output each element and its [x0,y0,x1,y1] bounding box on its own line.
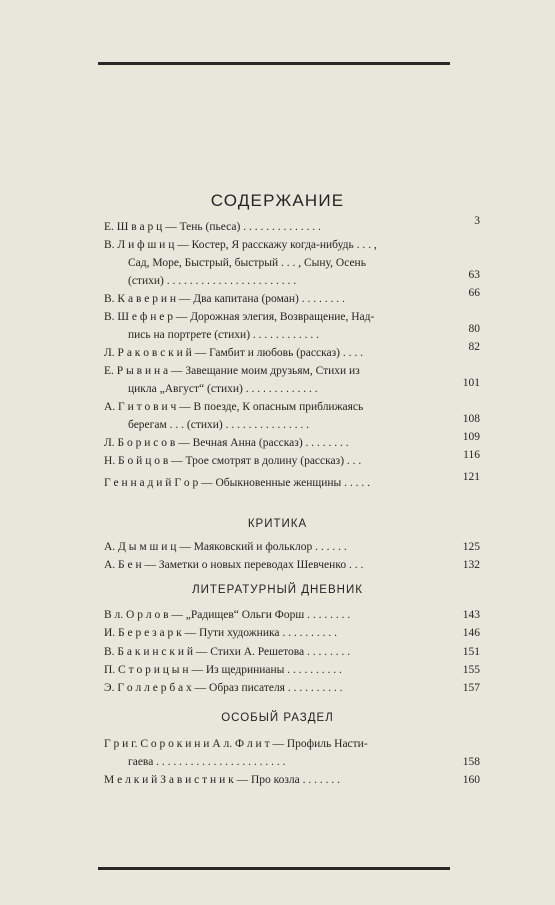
toc-entry-text: Е. Р ы в и н а — Завещание моим друзьям, Стихи из [104,365,360,377]
toc-page-number: 108 [462,413,480,425]
toc-entry [0,735,555,753]
toc-entry [0,661,555,679]
section-heading-criticism: КРИТИКА [247,518,308,530]
toc-page-number: 101 [462,377,480,389]
toc-entry-text: В. Л и ф ш и ц — Костер, Я расскажу когда-нибудь . . . , [104,239,377,251]
toc-entry-text: пись на портрете (стихи) . . . . . . . . . . . . [128,329,320,341]
toc-entry-text: берегам . . . (стихи) . . . . . . . . . . . . . . . [128,419,309,431]
toc-page-number: 157 [462,682,480,694]
toc-entry [0,556,555,574]
toc-entry [0,753,555,771]
page-title: СОДЕРЖАНИЕ [210,191,345,210]
toc-entry-text: Г р и г. С о р о к и н и А л. Ф л и т — Профиль Насти- [104,738,368,750]
toc-entry-text: П. С т о р и ц ы н — Из щедринианы . . . . . . . . . . [104,664,342,676]
toc-entry-text: А. Б е н — Заметки о новых переводах Шевченко . . . [104,559,364,571]
section-heading-special: ОСОБЫЙ РАЗДЕЛ [221,712,334,724]
toc-entry [0,606,555,624]
toc-entry-text: Г е н н а д и й Г о р — Обыкновенные женщины . . . . . [104,477,371,489]
toc-entry-text: Н. Б о й ц о в — Трое смотрят в долину (рассказ) . . . [104,455,362,467]
toc-page-number: 125 [462,541,480,553]
toc-entry-text: В. Б а к и н с к и й — Стихи А. Решетова . . . . . . . . [104,646,351,658]
toc-entry [0,771,555,789]
bottom-rule [98,867,450,870]
toc-entry [0,236,555,254]
toc-entry [0,471,555,492]
toc-page-number: 3 [474,215,480,227]
toc-entry-text: М е л к и й З а в и с т н и к — Про козла . . . . . . . [104,774,341,786]
toc-page-number: 151 [462,646,480,658]
toc-entry-text: (стихи) . . . . . . . . . . . . . . . . . . . . . . . [128,275,297,287]
toc-page-number: 80 [468,323,480,335]
toc-page-number: 82 [468,341,480,353]
toc-page-number: 158 [462,756,480,768]
toc-entry [0,679,555,697]
toc-entry-text: Э. Г о л л е р б а х — Образ писателя . . . . . . . . . . [104,682,343,694]
toc-entry-text: цикла „Август“ (стихи) . . . . . . . . . . . . . [128,383,318,395]
toc-entry-text: И. Б е р е з а р к — Пути художника . . . . . . . . . . [104,627,338,639]
toc-entry [0,341,555,362]
toc-page-number: 143 [462,609,480,621]
toc-entry-text: Л. Р а к о в с к и й — Гамбит и любовь (рассказ) . . . . [104,347,364,359]
toc-page-number: 121 [462,471,480,483]
toc-page-number: 116 [463,449,480,461]
toc-entry [0,287,555,308]
toc-page-number: 160 [462,774,480,786]
toc-entry-text: В л. О р л о в — „Радищев“ Ольги Форш . . . . . . . . [104,609,351,621]
toc-entry-text: Е. Ш в а р ц — Тень (пьеса) . . . . . . . . . . . . . . [104,221,321,233]
toc-page-number: 63 [468,269,480,281]
toc-page-number: 109 [462,431,480,443]
toc-page-number: 132 [462,559,480,571]
toc-entry [0,643,555,661]
toc-page-number: 155 [462,664,480,676]
toc-entry-text: Сад, Море, Быстрый, быстрый . . . , Сыну, Осень [128,257,366,269]
toc-entry [0,215,555,236]
toc-page-number: 66 [468,287,480,299]
toc-entry [0,624,555,642]
toc-entry-text: В. К а в е р и н — Два капитана (роман) . . . . . . . . [104,293,345,305]
toc-entry-text: Л. Б о р и с о в — Вечная Анна (рассказ) . . . . . . . . [104,437,349,449]
top-rule [98,62,450,65]
toc-entry-text: В. Ш е ф н е р — Дорожная элегия, Возвращение, Над- [104,311,375,323]
toc-entry [0,538,555,556]
toc-entry [0,377,555,398]
toc-page-number: 146 [462,627,480,639]
section-heading-literary-diary: ЛИТЕРАТУРНЫЙ ДНЕВНИК [192,584,363,596]
toc-entry-text: А. Д ы м ш и ц — Маяковский и фольклор . . . . . . [104,541,347,553]
toc-entry-text: А. Г и т о в и ч — В поезде, К опасным приближаясь [104,401,364,413]
toc-entry-text: гаева . . . . . . . . . . . . . . . . . . . . . . . [128,756,286,768]
